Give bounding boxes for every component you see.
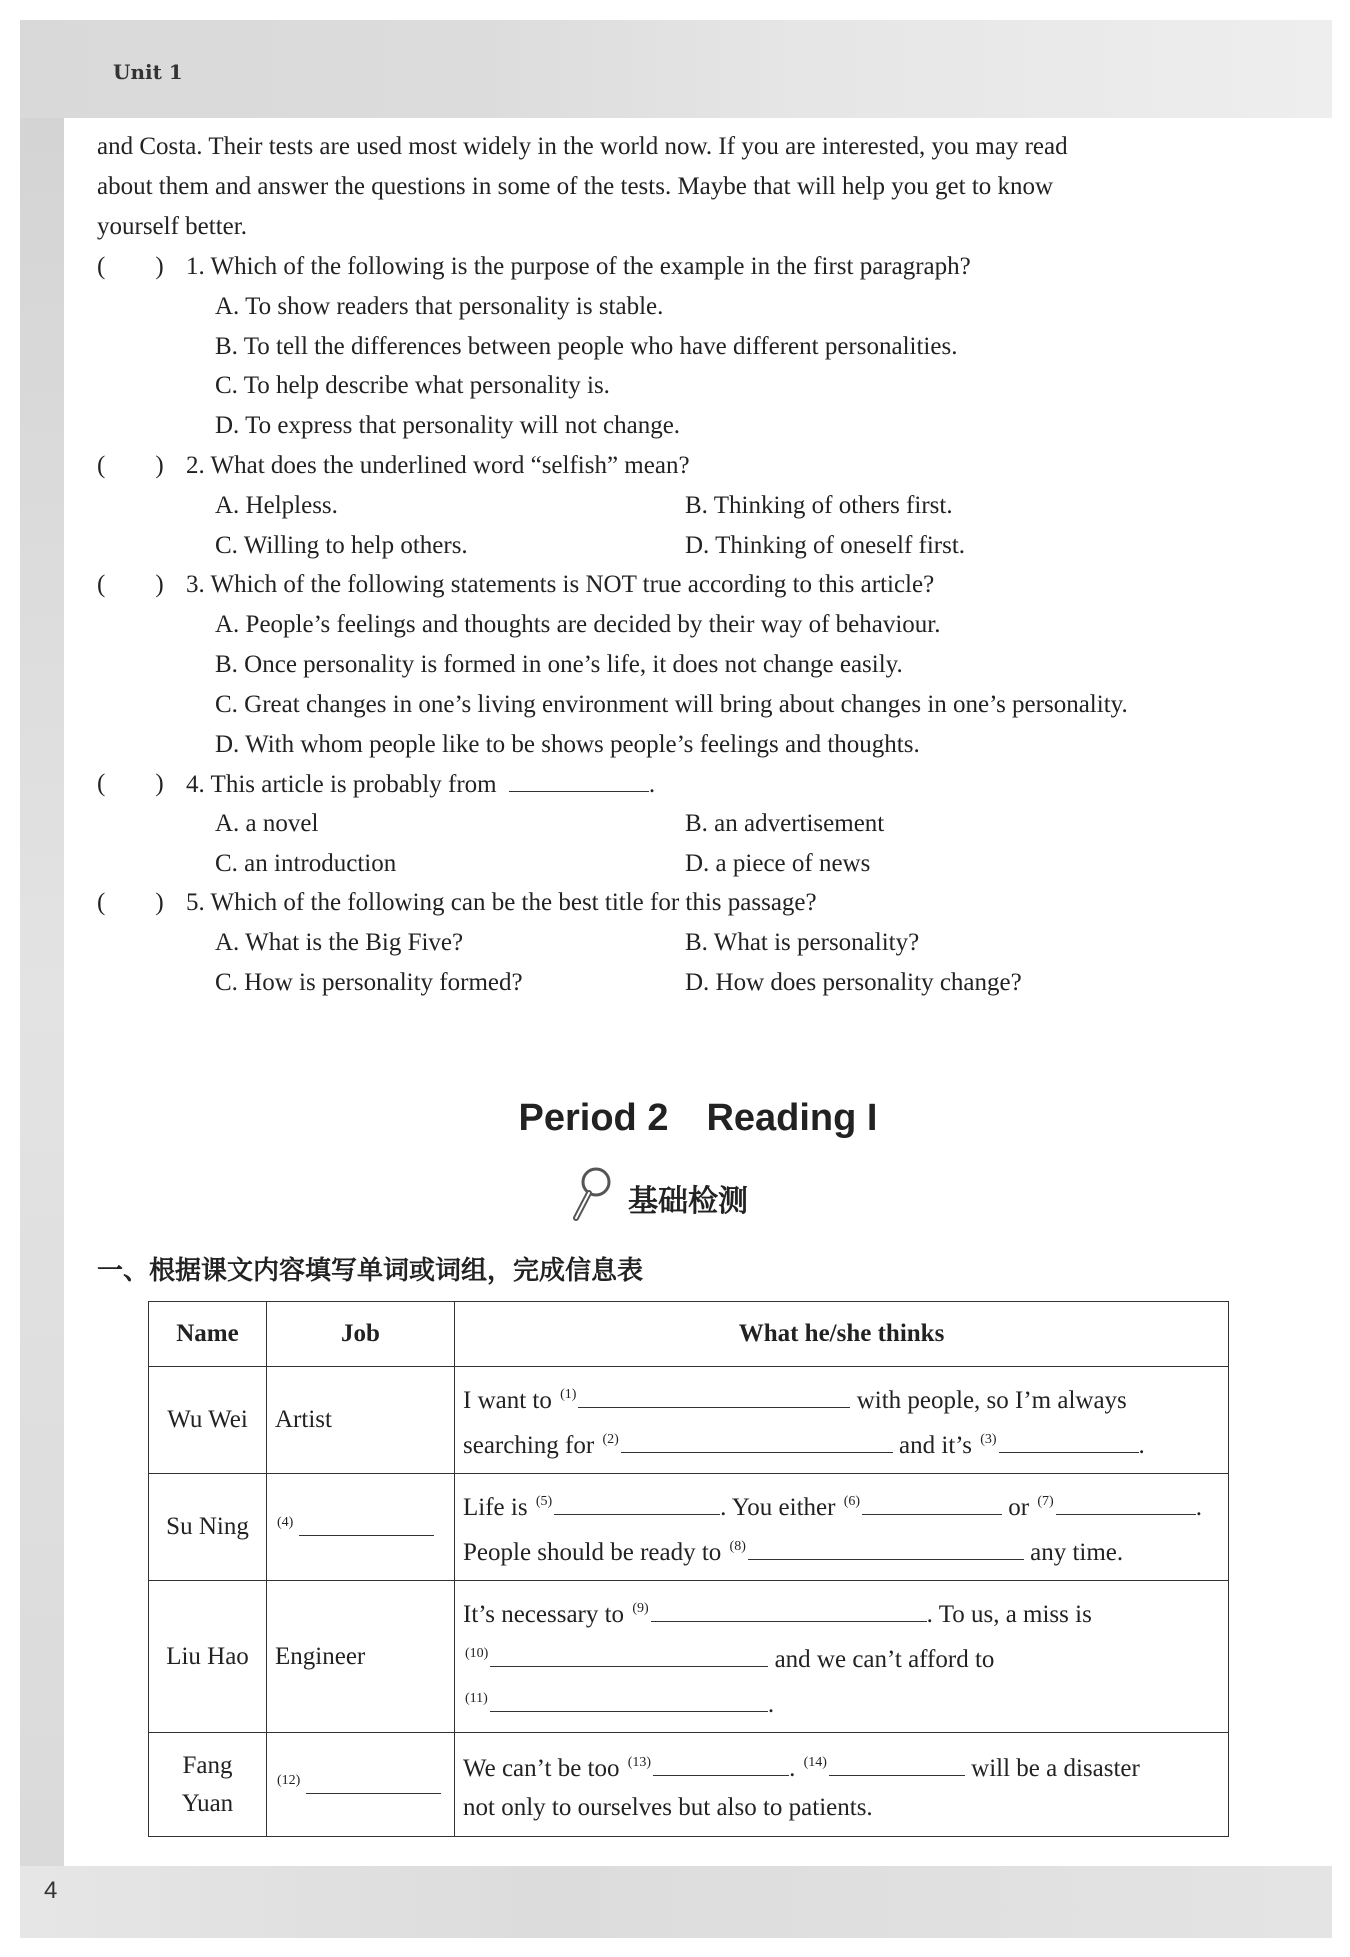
row-text: . To us, a miss is <box>926 1601 1092 1628</box>
row-text: . <box>1195 1494 1202 1521</box>
row-text: or <box>1008 1494 1030 1521</box>
table-row <box>149 1733 1229 1837</box>
blank-number: (3) <box>980 1432 997 1447</box>
option: C. an introduction <box>215 850 397 877</box>
row-text: . <box>789 1754 796 1782</box>
header-band <box>20 20 1332 118</box>
header-job: Job <box>267 1302 455 1367</box>
name-cell <box>149 1733 267 1837</box>
fill-blank[interactable] <box>509 769 649 792</box>
table-row <box>149 1474 1229 1581</box>
name-cell: Wu Wei <box>149 1367 267 1474</box>
answer-bracket[interactable]: ( ) <box>97 571 164 598</box>
option: C. Willing to help others. <box>215 532 468 559</box>
header-thinks: What he/she thinks <box>455 1302 1229 1367</box>
fill-blank[interactable] <box>651 1597 927 1622</box>
blank-number: (8) <box>729 1539 746 1554</box>
option: B. What is personality? <box>685 929 920 956</box>
blank-number: (13) <box>627 1754 652 1770</box>
name-line: Fang <box>182 1751 233 1779</box>
blank-number: (1) <box>560 1387 577 1402</box>
section-heading <box>570 1166 748 1230</box>
option: B. To tell the differences between people who have different personalities. <box>215 333 958 360</box>
job-cell: Engineer <box>267 1581 455 1733</box>
row-text: any time. <box>1030 1539 1124 1566</box>
thinks-cell <box>455 1474 1229 1581</box>
row-text: We can’t be too <box>463 1754 620 1782</box>
answer-bracket[interactable]: ( ) <box>97 770 164 797</box>
job-cell: Artist <box>267 1367 455 1474</box>
answer-bracket[interactable]: ( ) <box>97 452 164 479</box>
blank-number: (5) <box>535 1494 553 1509</box>
question-stem: 5. Which of the following can be the best title for this passage? <box>186 889 817 916</box>
option: A. What is the Big Five? <box>215 929 464 956</box>
option: A. a novel <box>215 810 319 837</box>
fill-blank[interactable] <box>653 1751 789 1776</box>
option: D. To express that personality will not change. <box>215 412 681 439</box>
option: A. People’s feelings and thoughts are decided by their way of behaviour. <box>215 611 941 638</box>
info-table <box>148 1301 1229 1837</box>
header-name: Name <box>149 1302 267 1367</box>
row-text: and we can’t afford to <box>774 1646 995 1673</box>
option: A. To show readers that personality is stable. <box>215 293 664 320</box>
intro-line: and Costa. Their tests are used most widely in the world now. If you are interested, you may read <box>97 133 1068 160</box>
fill-blank[interactable] <box>554 1490 720 1515</box>
blank-number: (14) <box>803 1754 827 1770</box>
blank-number: (9) <box>632 1601 649 1616</box>
stem-period: . <box>648 771 656 798</box>
option: B. Thinking of others first. <box>685 492 953 519</box>
row-text: searching for <box>463 1432 595 1459</box>
fill-blank[interactable] <box>306 1769 441 1794</box>
thinks-cell <box>455 1367 1229 1474</box>
intro-line: yourself better. <box>97 213 247 240</box>
table-row <box>149 1367 1229 1474</box>
thinks-cell <box>455 1581 1229 1733</box>
fill-blank[interactable] <box>299 1511 434 1536</box>
job-cell <box>267 1733 455 1837</box>
thinks-cell <box>455 1733 1229 1837</box>
intro-line: about them and answer the questions in some of the tests. Maybe that will help you get to know <box>97 173 1054 200</box>
blank-number: (12) <box>277 1772 301 1788</box>
page-content <box>64 118 1332 1866</box>
unit-label: Unit 1 <box>113 60 183 84</box>
blank-number: (7) <box>1037 1494 1054 1509</box>
page-number: 4 <box>44 1877 58 1904</box>
option: B. Once personality is formed in one’s life, it does not change easily. <box>215 651 903 678</box>
blank-number: (2) <box>602 1432 619 1447</box>
job-cell <box>267 1474 455 1581</box>
row-text: and it’s <box>899 1432 972 1459</box>
task-instruction: 一、根据课文内容填写单词或词组，完成信息表 <box>97 1256 644 1286</box>
fill-blank[interactable] <box>490 1687 768 1712</box>
blank-number: (11) <box>465 1691 488 1706</box>
fill-blank[interactable] <box>490 1642 768 1667</box>
option: D. With whom people like to be shows people’s feelings and thoughts. <box>215 731 920 758</box>
blank-number: (6) <box>843 1494 861 1509</box>
row-text: It’s necessary to <box>463 1601 625 1628</box>
option: D. Thinking of oneself first. <box>685 532 966 559</box>
option: A. Helpless. <box>215 492 338 519</box>
fill-blank[interactable] <box>999 1428 1139 1453</box>
name-cell: Liu Hao <box>149 1581 267 1733</box>
question-stem <box>186 769 655 800</box>
name-line: Yuan <box>181 1789 234 1817</box>
left-margin-band <box>20 118 64 1866</box>
option: C. How is personality formed? <box>215 969 523 996</box>
option: B. an advertisement <box>685 810 885 837</box>
question-text: 4. This article is probably from <box>186 771 497 798</box>
option: D. How does personality change? <box>685 969 1022 996</box>
option: C. To help describe what personality is. <box>215 372 610 399</box>
question-stem: 1. Which of the following is the purpose of the example in the first paragraph? <box>186 253 971 280</box>
fill-blank[interactable] <box>621 1428 893 1453</box>
row-text: . You either <box>720 1494 836 1521</box>
fill-blank[interactable] <box>1056 1490 1196 1515</box>
question-stem: 2. What does the underlined word “selfish” mean? <box>186 452 690 479</box>
magnifier-icon <box>570 1166 614 1230</box>
row-text: People should be ready to <box>463 1539 722 1566</box>
row-text: Life is <box>463 1494 528 1521</box>
period-title: Period 2 Reading I <box>518 1097 878 1139</box>
row-text: . <box>1138 1432 1145 1459</box>
fill-blank[interactable] <box>829 1751 965 1776</box>
section-title: 基础检测 <box>628 1184 748 1219</box>
option: D. a piece of news <box>685 850 871 877</box>
fill-blank[interactable] <box>862 1490 1002 1515</box>
answer-bracket[interactable]: ( ) <box>97 889 164 916</box>
fill-blank[interactable] <box>578 1383 850 1408</box>
row-text: . <box>767 1691 775 1718</box>
table-header-row <box>149 1302 1229 1367</box>
row-text: not only to ourselves but also to patients. <box>463 1793 873 1821</box>
row-text: I want to <box>463 1387 552 1414</box>
answer-bracket[interactable]: ( ) <box>97 253 164 280</box>
row-text: with people, so I’m always <box>856 1387 1127 1414</box>
footer-band <box>20 1866 1332 1938</box>
blank-number: (10) <box>465 1646 489 1661</box>
question-stem: 3. Which of the following statements is NOT true according to this article? <box>186 571 935 598</box>
fill-blank[interactable] <box>748 1535 1024 1560</box>
name-cell: Su Ning <box>149 1474 267 1581</box>
row-text: will be a disaster <box>971 1754 1140 1782</box>
table-row <box>149 1581 1229 1733</box>
blank-number: (4) <box>277 1515 294 1530</box>
option: C. Great changes in one’s living environment will bring about changes in one’s personality. <box>215 691 1128 718</box>
